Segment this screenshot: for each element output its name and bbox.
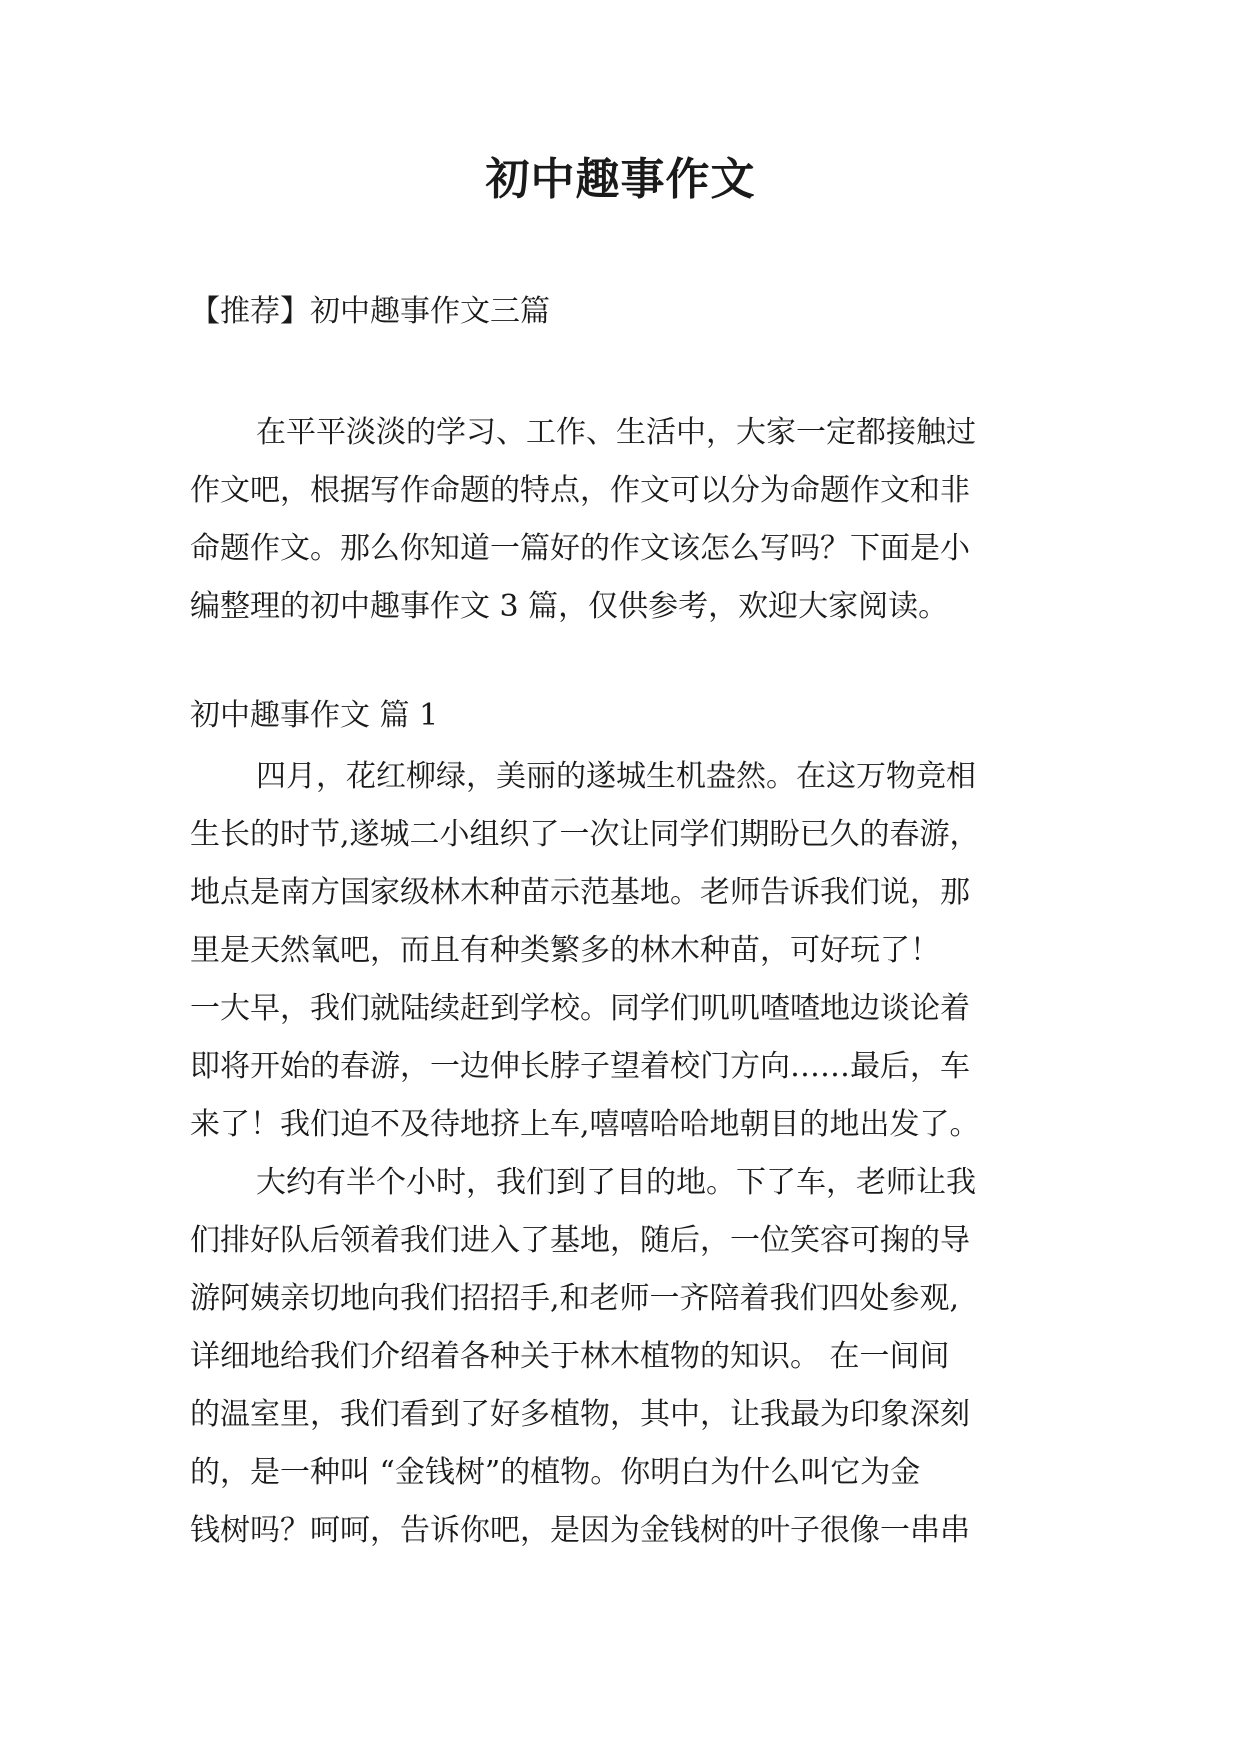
body-line: 来了！我们迫不及待地挤上车,嘻嘻哈哈地朝目的地出发了。 [190,1107,980,1142]
intro-line: 编整理的初中趣事作文 3 篇，仅供参考，欢迎大家阅读。 [190,589,949,624]
intro-line: 命题作文。那么你知道一篇好的作文该怎么写吗？下面是小 [190,531,970,566]
body-line: 里是天然氧吧，而且有种类繁多的林木种苗，可好玩了！ [190,933,940,968]
body-line: 一大早，我们就陆续赶到学校。同学们叽叽喳喳地边谈论着 [190,991,970,1026]
intro-line: 在平平淡淡的学习、工作、生活中，大家一定都接触过 [256,415,976,450]
body-line: 详细地给我们介绍着各种关于林木植物的知识。 在一间间 [190,1339,950,1374]
intro-paragraph [190,404,1060,636]
document-subtitle: 【推荐】初中趣事作文三篇 [190,294,550,329]
body-line: 们排好队后领着我们进入了基地，随后，一位笑容可掬的导 [190,1223,970,1258]
body-line: 大约有半个小时，我们到了目的地。下了车，老师让我 [256,1165,976,1200]
body-line: 四月，花红柳绿，美丽的遂城生机盎然。在这万物竞相 [256,759,976,794]
body-line: 生长的时节,遂城二小组织了一次让同学们期盼已久的春游， [190,817,980,852]
body-line: 游阿姨亲切地向我们招招手,和老师一齐陪着我们四处参观, [190,1281,960,1316]
section-body [190,748,1060,1560]
document-title: 初中趣事作文 [485,154,756,205]
intro-line: 作文吧，根据写作命题的特点，作文可以分为命题作文和非 [190,473,970,508]
body-line: 即将开始的春游，一边伸长脖子望着校门方向……最后，车 [190,1049,970,1084]
section-heading: 初中趣事作文 篇 1 [190,698,439,733]
body-line: 地点是南方国家级林木种苗示范基地。老师告诉我们说，那 [190,875,970,910]
body-line: 钱树吗？呵呵，告诉你吧，是因为金钱树的叶子很像一串串 [190,1513,970,1548]
body-line: 的，是一种叫 “金钱树”的植物。你明白为什么叫它为金 [190,1455,921,1490]
body-line: 的温室里，我们看到了好多植物，其中，让我最为印象深刻 [190,1397,970,1432]
